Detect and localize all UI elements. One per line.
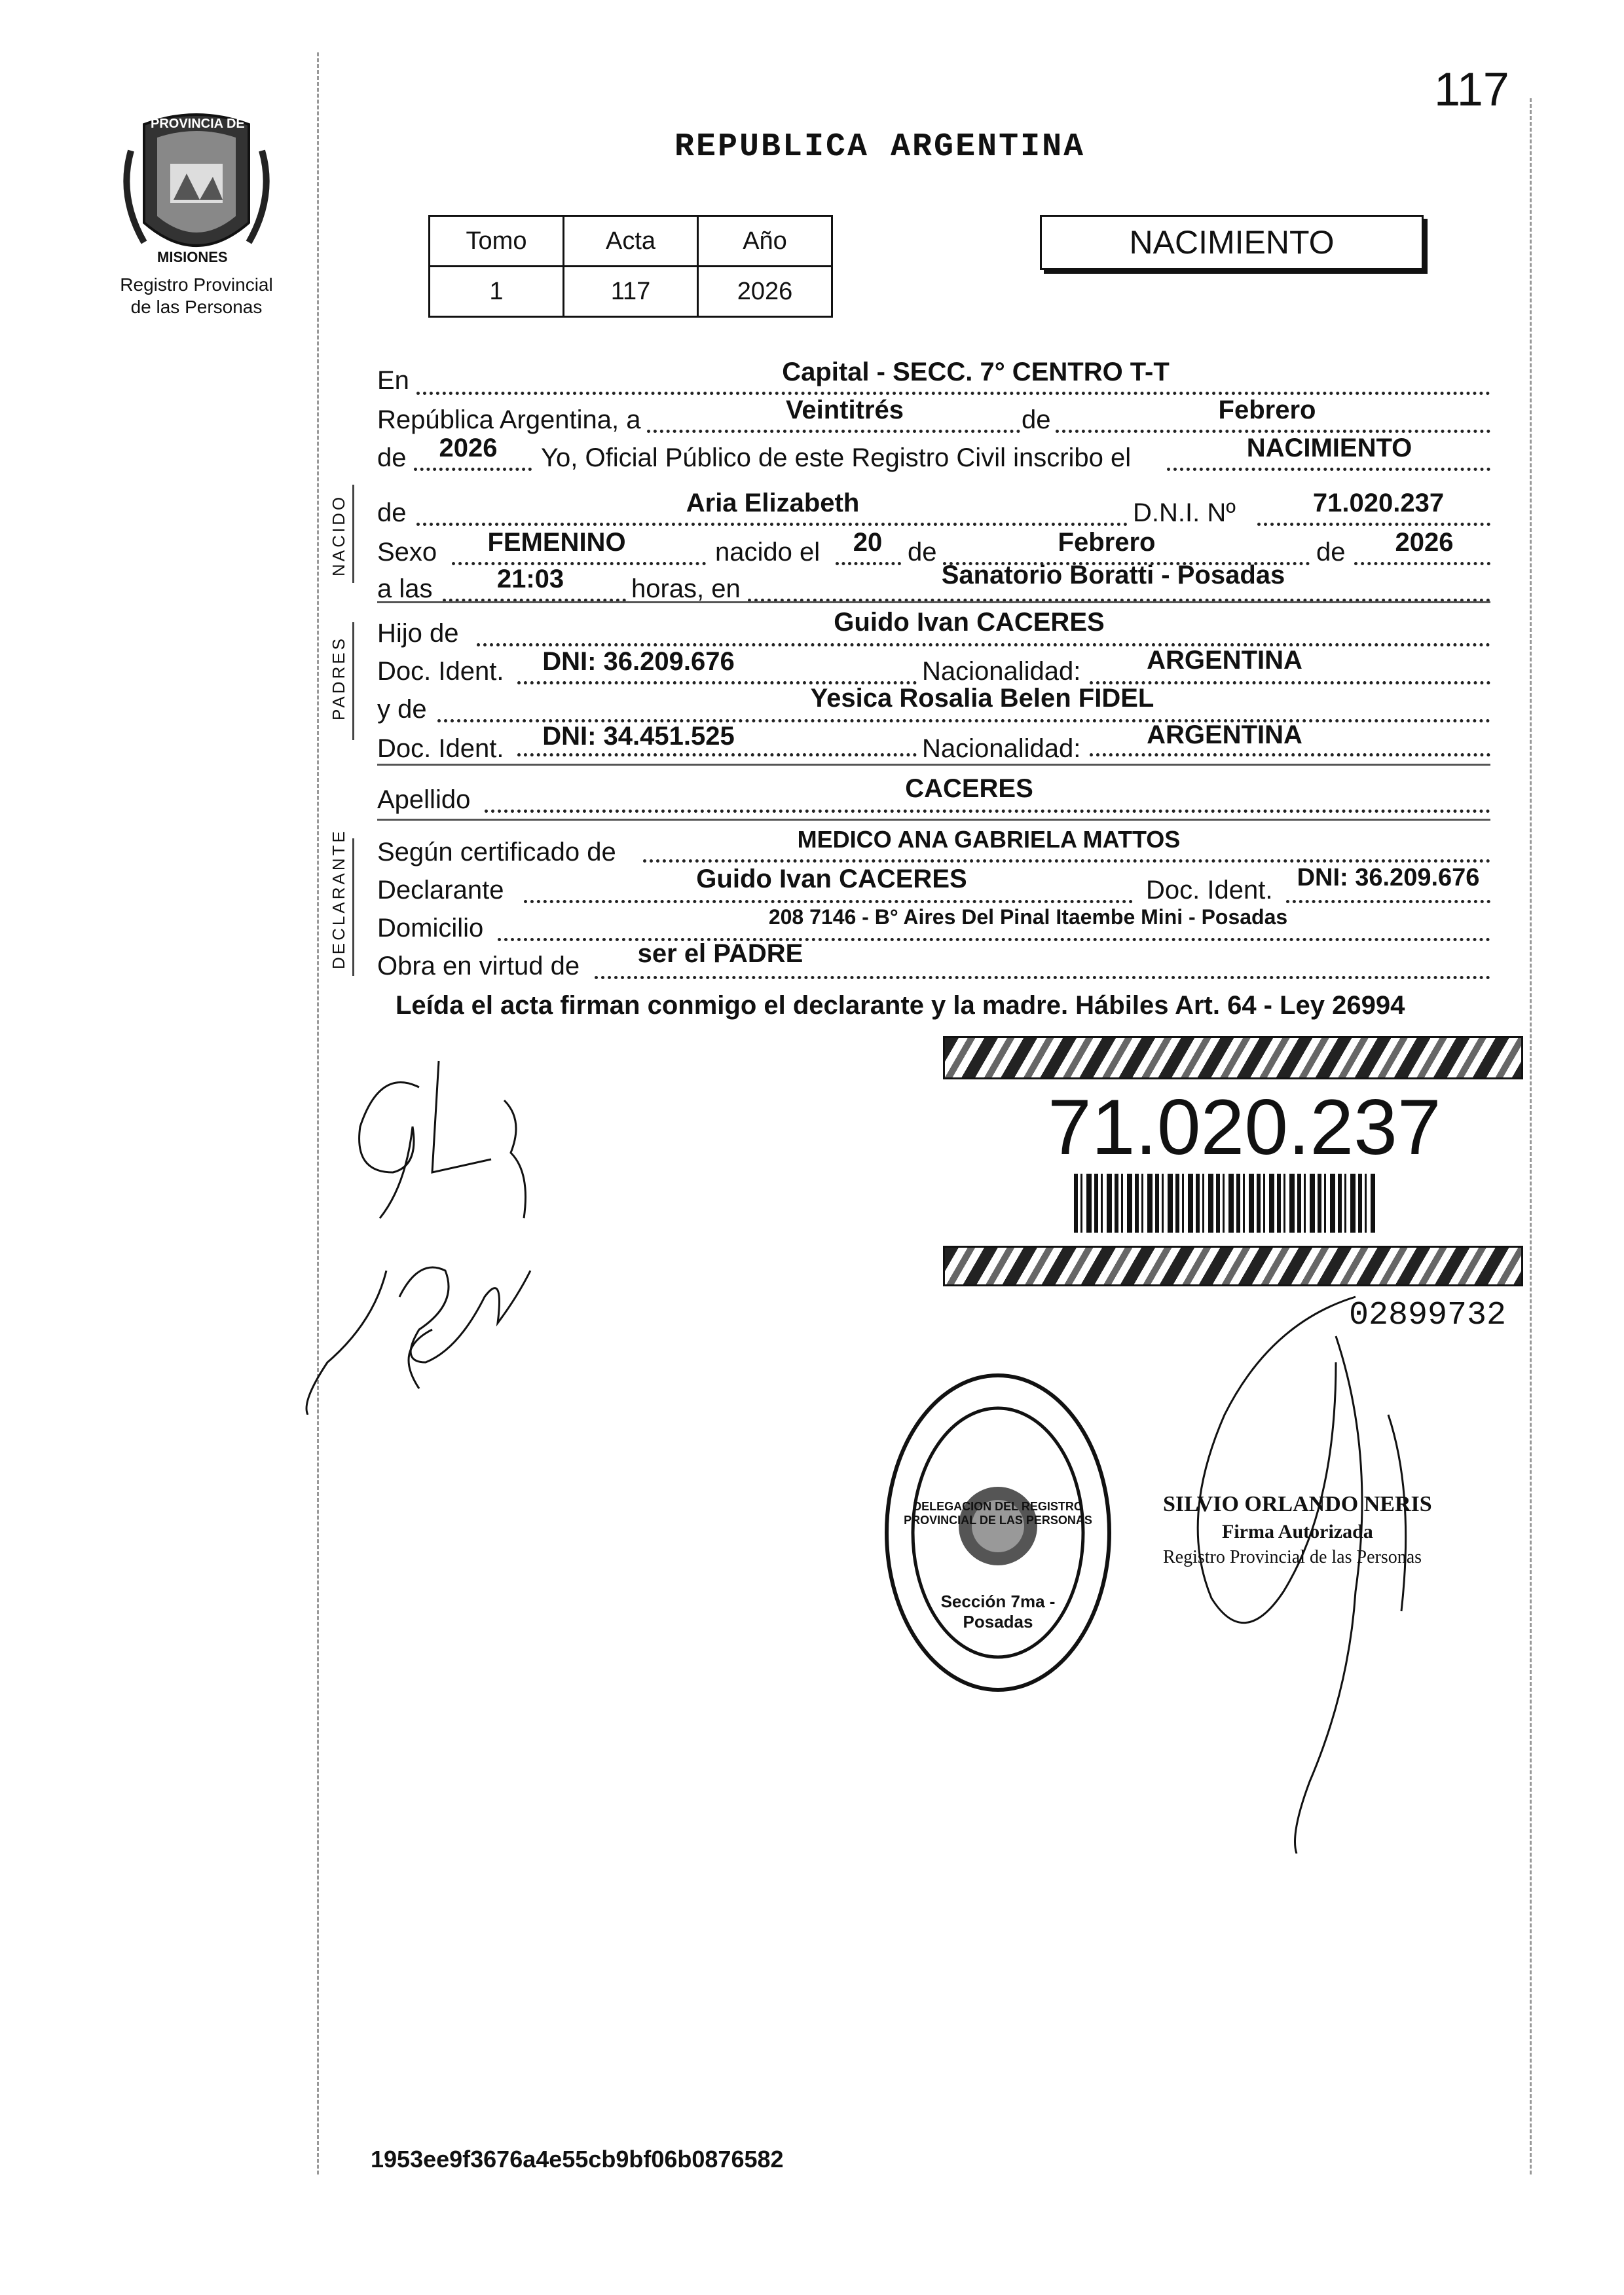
divider-1 [377,601,1490,603]
label-de1: de [1022,405,1051,434]
leader-tipo [1167,468,1490,471]
leader-apellido [485,810,1490,813]
doc-type-box: NACIMIENTO [1040,215,1424,270]
value-padre-doc: DNI: 36.209.676 [542,647,735,676]
label-yde: y de [377,695,427,724]
side-label-nacido: NACIDO [329,494,348,576]
value-madre-nac: ARGENTINA [1147,720,1302,749]
closing-text: Leída el acta firman conmigo el declarante y la madre. Hábiles Art. 64 - Ley 26994 [396,991,1405,1020]
value-obra: ser el PADRE [637,939,803,968]
anio-value: 2026 [698,267,832,317]
province-logo [118,111,275,275]
registry-line-2: de las Personas [130,297,263,317]
label-republica: República Argentina, a [377,405,641,434]
leader-dia [647,430,1020,433]
value-certificado: MEDICO ANA GABRIELA MATTOS [797,826,1181,853]
leader-declarante [524,900,1133,903]
id-sticker [943,1036,1519,1285]
side-label-declarante: DECLARANTE [329,829,348,969]
label-madre-doc: Doc. Ident. [377,734,504,763]
value-en: Capital - SECC. 7° CENTRO T-T [782,358,1170,386]
label-en: En [377,366,409,395]
value-dia-nac: 20 [853,528,883,557]
label-alas: a las [377,574,433,603]
divider-3 [377,819,1490,821]
value-mes: Febrero [1218,396,1316,424]
label-declarante: Declarante [377,876,504,905]
registry-name [85,274,308,318]
leader-sexo [452,562,706,565]
leader-dia-nac [836,562,901,565]
official-role: Firma Autorizada [1222,1521,1373,1542]
logo-bottom-text: MISIONES [157,249,228,265]
label-de2: de [377,443,407,472]
value-hora: 21:03 [496,565,564,593]
registry-line-1: Registro Provincial [120,274,273,295]
value-declarante: Guido Ivan CACERES [696,865,967,893]
label-sexo: Sexo [377,538,437,567]
value-dni: 71.020.237 [1312,489,1445,517]
label-madre-nac: Nacionalidad: [922,734,1081,763]
bracket-padres [352,622,354,740]
leader-madre-nac [1090,753,1490,756]
page-title: REPUBLICA ARGENTINA [674,128,1086,166]
leader-anio-nac [1354,562,1490,565]
label-domicilio: Domicilio [377,914,484,942]
label-padre-doc: Doc. Ident. [377,657,504,686]
value-nombre: Aria Elizabeth [686,489,860,517]
bracket-declarante [352,838,354,976]
label-de4: de [908,538,937,567]
value-dia-texto: Veintitrés [785,396,904,424]
official-name: SILVIO ORLANDO NERIS [1163,1492,1432,1516]
value-anio-nac: 2026 [1395,528,1454,557]
sticker-barcode [1074,1174,1375,1233]
official-org: Registro Provincial de las Personas [1163,1547,1422,1567]
leader-nombre [416,523,1128,526]
label-horas: horas, en [631,574,741,603]
label-declarante-doc: Doc. Ident. [1146,876,1273,905]
sticker-top-band [943,1036,1523,1079]
label-dni: D.N.I. Nº [1133,498,1236,527]
value-madre: Yesica Rosalia Belen FIDEL [810,684,1154,713]
label-padre-nac: Nacionalidad: [922,657,1081,686]
label-de3: de [377,498,407,527]
official-seal [880,1369,1116,1700]
divider-2 [377,764,1490,766]
sticker-bottom-band [943,1246,1523,1286]
value-domicilio: 208 7146 - B° Aires Del Pinal Itaembe Mini - Posadas [768,905,1288,929]
side-label-padres: PADRES [329,636,348,720]
leader-dni [1257,523,1490,526]
acta-value: 117 [564,267,698,317]
value-padre: Guido Ivan CACERES [834,608,1105,637]
acta-table [428,215,833,318]
value-lugar: Sanatorio Boratti - Posadas [941,561,1285,589]
leader-padre [477,643,1490,646]
leader-mes [1056,430,1490,433]
bracket-nacido [352,485,354,583]
leader-en [416,392,1490,395]
right-margin-line [1530,98,1532,2174]
label-obra: Obra en virtud de [377,952,580,980]
value-apellido: CACERES [905,774,1033,803]
value-sexo: FEMENINO [487,528,626,557]
sticker-serial: 02899732 [1349,1297,1507,1334]
logo-top-text: PROVINCIA DE [151,117,245,131]
label-hijo: Hijo de [377,619,459,648]
label-apellido: Apellido [377,785,471,814]
col-tomo-header: Tomo [430,216,564,267]
signature-official [1139,1284,1532,1857]
signature-declarante [288,1022,576,1418]
value-declarante-doc: DNI: 36.209.676 [1297,864,1480,891]
col-acta-header: Acta [564,216,698,267]
document-hash: 1953ee9f3676a4e55cb9bf06b0876582 [371,2146,784,2173]
seal-inner-text: Sección 7ma - Posadas [940,1592,1056,1632]
label-de5: de [1316,538,1346,567]
label-segun: Según certificado de [377,838,616,867]
tomo-value: 1 [430,267,564,317]
label-oficial: Yo, Oficial Público de este Registro Civil inscribo el [541,443,1132,472]
value-anio: 2026 [439,434,498,462]
leader-madre-doc [517,753,917,756]
seal-ring-text: DELEGACION DEL REGISTRO PROVINCIAL DE LAS PERSONAS [904,1500,1092,1527]
value-padre-nac: ARGENTINA [1147,646,1302,675]
value-tipo: NACIMIENTO [1246,434,1412,462]
value-mes-nac: Febrero [1058,528,1156,557]
value-madre-doc: DNI: 34.451.525 [542,722,735,751]
label-nacido: nacido el [715,538,821,567]
leader-obra [595,976,1490,979]
page-number: 117 [1434,64,1509,116]
col-anio-header: Año [698,216,832,267]
leader-anio [414,468,532,471]
leader-certificado [643,859,1490,863]
leader-declarante-doc [1286,900,1490,903]
sticker-number: 71.020.237 [1048,1083,1441,1171]
